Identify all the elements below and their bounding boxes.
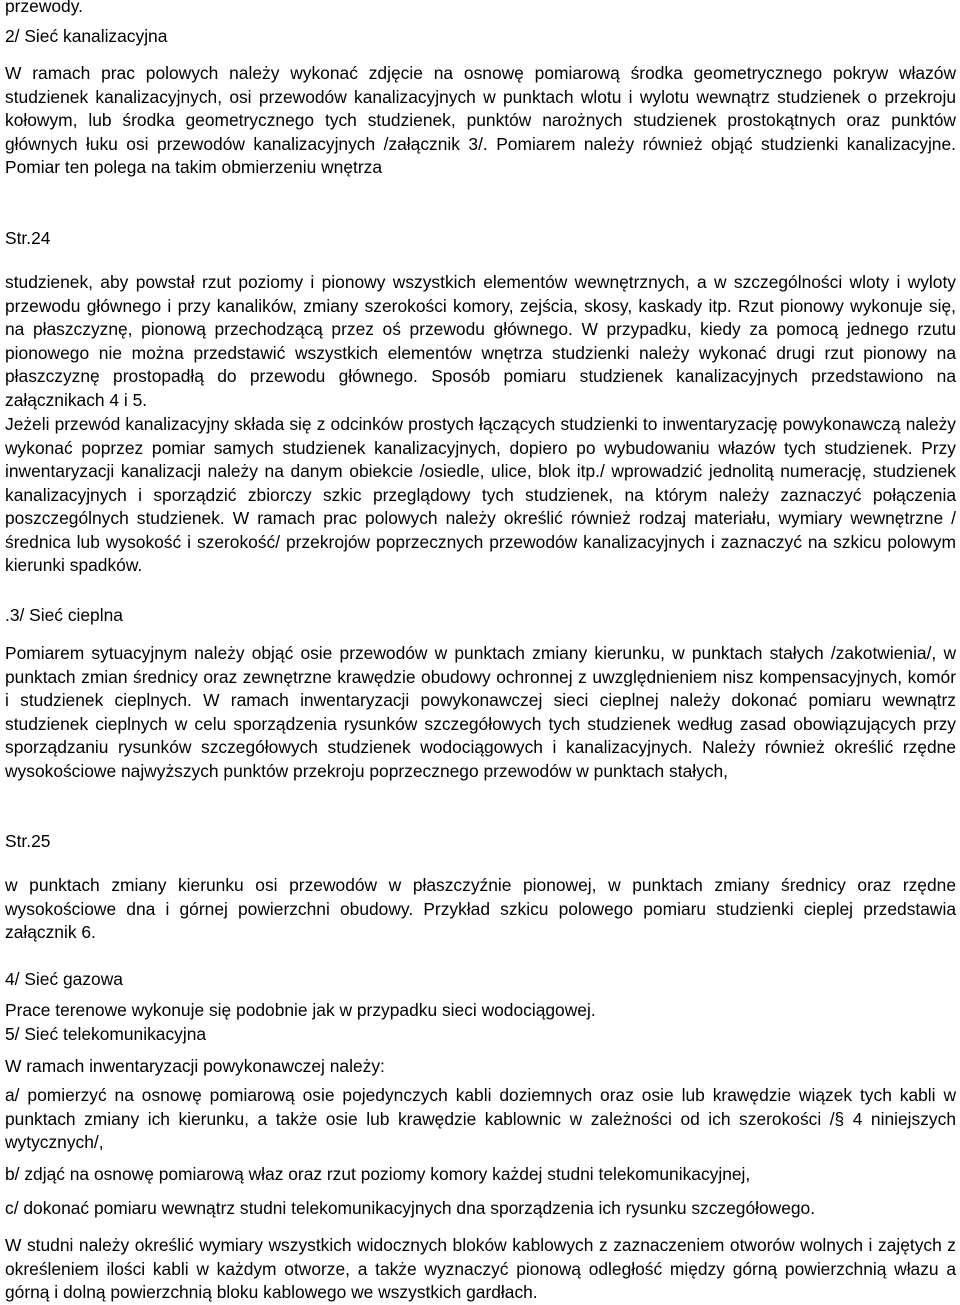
section-4-paragraph: Prace terenowe wykonuje się podobnie jak w przypadku sieci wodociągowej. — [5, 1000, 596, 1020]
section-3-heading: .3/ Sieć cieplna — [5, 605, 123, 625]
section-2-paragraph-3: Jeżeli przewód kanalizacyjny składa się z odcinków prostych łączących studzienki to inwentaryzację powykonawczą należy wykonać poprzez pomiar samych studzienek kanalizacyjnych, dopiero po wybudowaniu włazów tych studzienek. Przy inwentaryzacji kanalizacji należy na danym obiekcie /osiedle, ulice, blok itp./ wprowadzić jednolitą numerację, studzienek kanalizacyjnych i sporządzić zbiorczy szkic przeglądowy tych studzienek, na którym należy zaznaczyć połączenia poszczególnych studzienek. W ramach prac polowych należy określić również rodzaj materiału, wymiary wewnętrzne /średnica lub wysokość i szerokość/ przekrojów poprzecznych przewodów kanalizacyjnych i zaznaczyć na szkicu polowym kierunki spadków. — [5, 414, 956, 575]
section-5-final-paragraph: W studni należy określić wymiary wszystkich widocznych bloków kablowych z zaznaczeniem otworów wolnych i zajętych z określeniem ilości kabli w każdym otworze, a także wyznaczyć pionową odległość między górną powierzchnią włazu a górną i dolną powierzchnią bloku kablowego we wszystkich gardłach. — [5, 1235, 956, 1302]
section-5-item-b: b/ zdjąć na osnowę pomiarową właz oraz rzut poziomy komory każdej studni telekomunikacyjnej, — [5, 1164, 751, 1184]
section-3-paragraph-1: Pomiarem sytuacyjnym należy objąć osie przewodów w punktach zmiany kierunku, w punktach stałych /zakotwienia/, w punktach zmian średnicy oraz zewnętrzne krawędzie obudowy ochronnej z uwzględnieniem nisz kompensacyjnych, komór i studzienek cieplnych. W ramach inwentaryzacji powykonawczej sieci cieplnej należy dokonać pomiaru wewnątrz studzienek cieplnych w celu sporządzenia rysunków szczegółowych tych studzienek według zasad obowiązujących przy sporządzaniu rysunków szczegółowych studzienek wodociągowych i kanalizacyjnych. Należy również określić rzędne wysokościowe najwyższych punktów przekroju poprzecznego przewodów w punktach stałych, — [5, 643, 956, 781]
top-fragment: przewody. — [5, 0, 83, 16]
section-5-item-c: c/ dokonać pomiaru wewnątrz studni telekomunikacyjnych dna sporządzenia ich rysunku szczegółowego. — [5, 1198, 816, 1218]
section-4-heading: 4/ Sieć gazowa — [5, 969, 123, 989]
section-2-paragraph-2: studzienek, aby powstał rzut poziomy i pionowy wszystkich elementów wewnętrznych, a w szczególności wloty i wyloty przewodu głównego i przy kanalików, zmiany szerokości komory, zejścia, skosy, kaskady itp. Rzut pionowy wykonuje się, na płaszczyznę, pionową przechodzącą przez oś przewodu głównego. W przypadku, kiedy za pomocą jednego rzutu pionowego nie można przedstawić wszystkich elementów wnętrza studzienki należy wykonać drugi rzut pionowy na płaszczyznę prostopadłą do przewodu głównego. Sposób pomiaru studzienek kanalizacyjnych przedstawiono na załącznikach 4 i 5. — [5, 272, 956, 410]
page-marker-25: Str.25 — [5, 831, 51, 851]
section-5-intro: W ramach inwentaryzacji powykonawczej należy: — [5, 1056, 385, 1076]
section-5-heading: 5/ Sieć telekomunikacyjna — [5, 1024, 207, 1044]
section-5-item-a: a/ pomierzyć na osnowę pomiarową osie pojedynczych kabli doziemnych oraz osie lub krawędzie wiązek tych kabli w punktach zmiany ich kierunku, a także osie lub krawędzie kablownic w zależności od ich szerokości /§ 4 niniejszych wytycznych/, — [5, 1085, 956, 1152]
section-3-paragraph-2: w punktach zmiany kierunku osi przewodów w płaszczyźnie pionowej, w punktach zmiany średnicy oraz rzędne wysokościowe dna i górnej powierzchni obudowy. Przykład szkicu polowego pomiaru studzienki cieplej przedstawia załącznik 6. — [5, 875, 956, 942]
page-marker-24: Str.24 — [5, 228, 51, 248]
section-2-paragraph-1: W ramach prac polowych należy wykonać zdjęcie na osnowę pomiarową środka geometrycznego pokryw włazów studzienek kanalizacyjnych, osi przewodów kanalizacyjnych w punktach wlotu i wylotu wewnątrz studzienek o przekroju kołowym, lub środka geometrycznego tych studzienek, punktów narożnych studzienek prostokątnych oraz punktów głównych łuku osi przewodów kanalizacyjnych /załącznik 3/. Pomiarem należy również objąć studzienki kanalizacyjne. Pomiar ten polega na takim obmierzeniu wnętrza — [5, 63, 956, 177]
section-2-heading: 2/ Sieć kanalizacyjna — [5, 26, 168, 46]
